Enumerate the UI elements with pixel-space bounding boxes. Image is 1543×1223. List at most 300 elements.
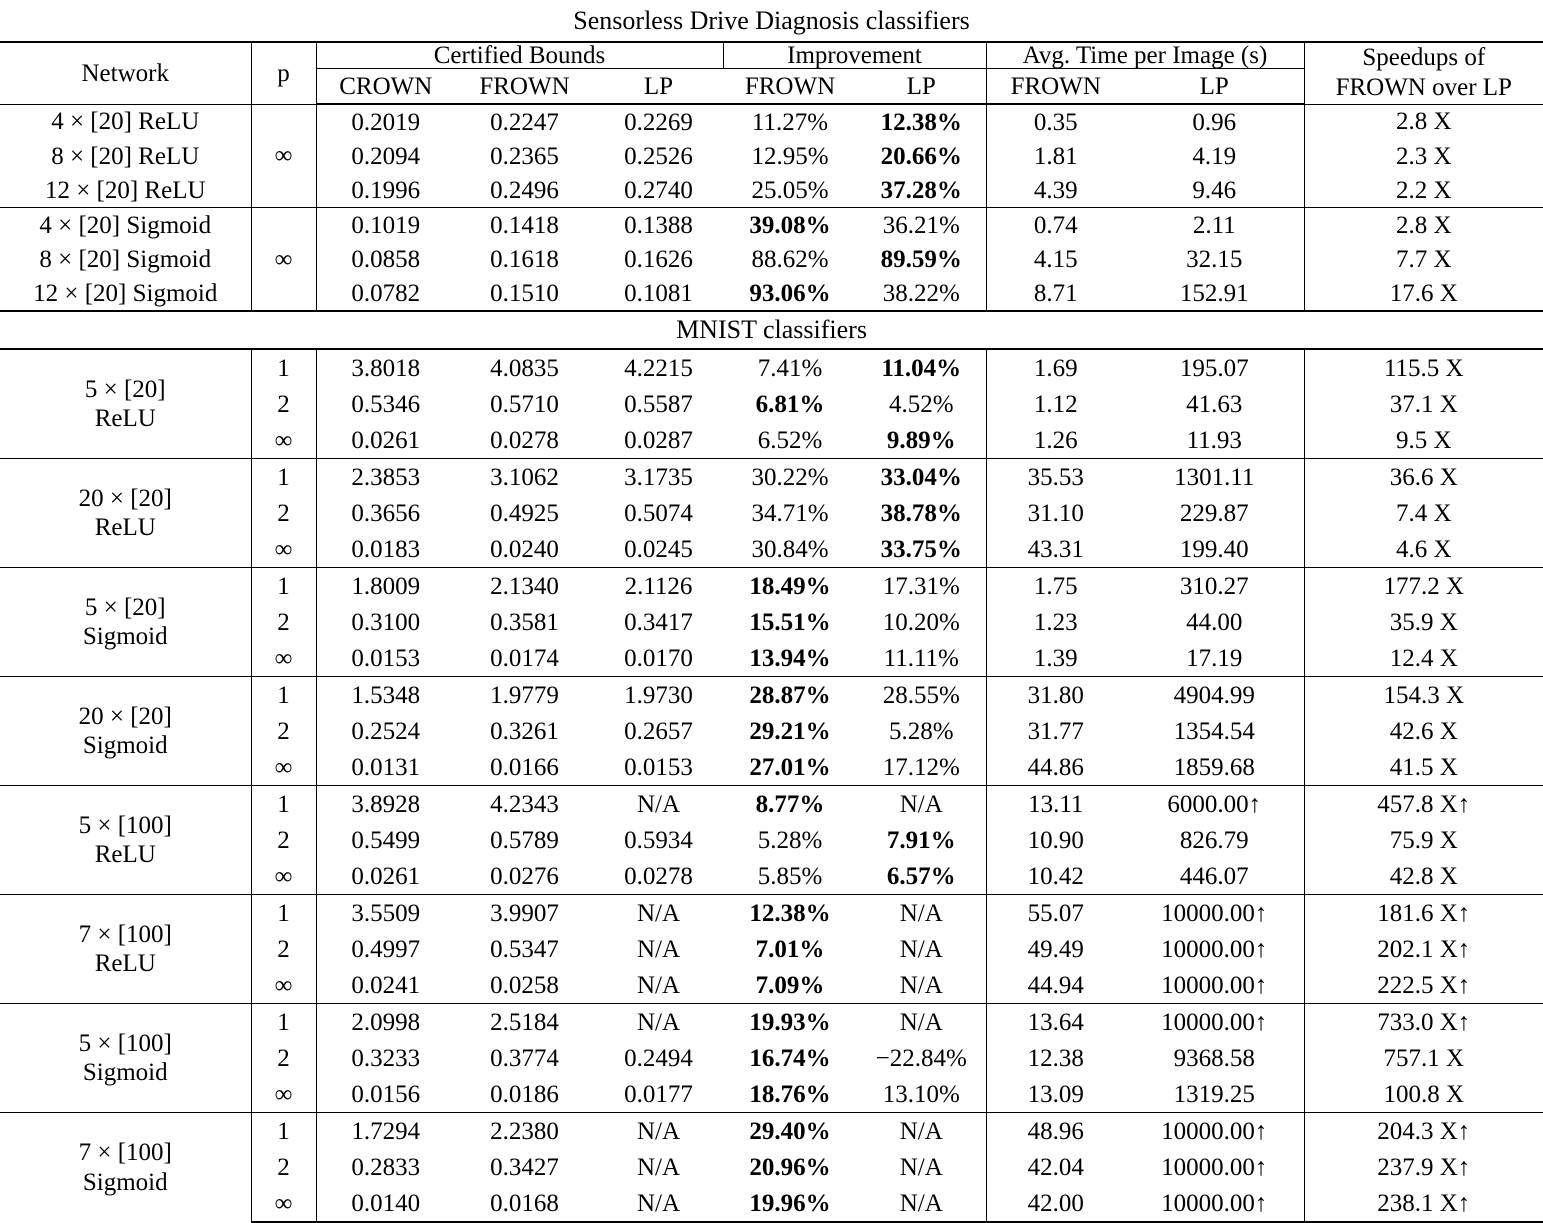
cell-imp-lp: 33.04% [857,459,986,496]
cell-speedup: 238.1 X↑ [1304,1185,1543,1222]
cell-crown: 0.3100 [316,604,455,640]
cell-lp: N/A [594,931,723,967]
cell-imp-lp: 36.21% [857,208,986,243]
cell-speedup: 17.6 X [1304,276,1543,311]
cell-p: 1 [251,568,316,605]
cell-network: 8 × [20] Sigmoid [0,242,251,276]
cell-p: ∞ [251,640,316,677]
cell-p: ∞ [251,531,316,568]
cell-frown: 0.0168 [455,1185,594,1222]
cell-speedup: 9.5 X [1304,422,1543,459]
cell-p: ∞ [251,422,316,459]
cell-frown: 0.4925 [455,495,594,531]
cell-network [0,1113,251,1223]
cell-speedup: 154.3 X [1304,677,1543,714]
cell-frown: 0.5789 [455,822,594,858]
cell-crown: 0.2524 [316,713,455,749]
cell-imp-lp: 17.31% [857,568,986,605]
network-line-2: Sigmoid [0,622,251,652]
cell-frown: 3.1062 [455,459,594,496]
network-line-1: 5 × [100] [0,1029,251,1059]
cell-imp-frown: 6.52% [723,422,857,459]
cell-time-lp: 9.46 [1125,173,1304,208]
cell-speedup: 204.3 X↑ [1304,1113,1543,1150]
cell-speedup: 237.9 X↑ [1304,1149,1543,1185]
cell-time-frown: 31.80 [986,677,1125,714]
header-imp-lp: LP [857,69,986,105]
cell-imp-lp: 28.55% [857,677,986,714]
cell-speedup: 115.5 X [1304,349,1543,386]
cell-network: 4 × [20] ReLU [0,104,251,139]
cell-lp: 3.1735 [594,459,723,496]
cell-frown: 0.5710 [455,386,594,422]
section-title-row [0,311,1543,349]
cell-lp: 0.0278 [594,858,723,895]
cell-imp-lp: 12.38% [857,104,986,139]
cell-imp-frown: 34.71% [723,495,857,531]
cell-speedup: 2.3 X [1304,139,1543,173]
cell-time-frown: 1.12 [986,386,1125,422]
cell-lp: 2.1126 [594,568,723,605]
cell-time-frown: 55.07 [986,895,1125,932]
cell-network [0,1004,251,1113]
table-row [0,173,1543,208]
cell-lp: 0.3417 [594,604,723,640]
cell-time-lp: 152.91 [1125,276,1304,311]
cell-frown: 0.1510 [455,276,594,311]
cell-imp-frown: 28.87% [723,677,857,714]
cell-lp: 0.5074 [594,495,723,531]
cell-time-frown: 13.64 [986,1004,1125,1041]
cell-crown: 0.0183 [316,531,455,568]
cell-speedup: 35.9 X [1304,604,1543,640]
header-imp-frown: FROWN [723,69,857,105]
cell-frown: 2.1340 [455,568,594,605]
cell-time-frown: 35.53 [986,459,1125,496]
cell-lp: 0.2526 [594,139,723,173]
cell-speedup: 36.6 X [1304,459,1543,496]
cell-lp: 0.2269 [594,104,723,139]
cell-time-lp: 4904.99 [1125,677,1304,714]
header-crown: CROWN [316,69,455,105]
network-line-1: 5 × [20] [0,593,251,623]
cell-p: 2 [251,604,316,640]
cell-crown: 0.0153 [316,640,455,677]
cell-time-frown: 13.09 [986,1076,1125,1113]
section-title-sensorless: Sensorless Drive Diagnosis classifiers [0,0,1543,42]
network-line-2: Sigmoid [0,731,251,761]
cell-imp-frown: 5.28% [723,822,857,858]
cell-time-frown: 31.10 [986,495,1125,531]
cell-imp-frown: 12.95% [723,139,857,173]
header-network: Network [0,42,251,104]
cell-imp-frown: 93.06% [723,276,857,311]
cell-speedup: 42.6 X [1304,713,1543,749]
cell-lp: 0.5934 [594,822,723,858]
cell-imp-lp: 11.04% [857,349,986,386]
cell-crown: 3.8928 [316,786,455,823]
cell-time-frown: 1.75 [986,568,1125,605]
cell-lp: N/A [594,1004,723,1041]
cell-time-frown: 10.90 [986,822,1125,858]
cell-frown: 0.0166 [455,749,594,786]
cell-imp-frown: 12.38% [723,895,857,932]
cell-crown: 0.0241 [316,967,455,1004]
cell-crown: 0.0858 [316,242,455,276]
cell-crown: 0.0261 [316,422,455,459]
cell-crown: 0.0156 [316,1076,455,1113]
cell-time-lp: 826.79 [1125,822,1304,858]
cell-p: 1 [251,349,316,386]
header-p: p [251,42,316,104]
cell-time-frown: 42.00 [986,1185,1125,1222]
cell-imp-lp: 37.28% [857,173,986,208]
cell-time-frown: 31.77 [986,713,1125,749]
cell-frown: 0.3581 [455,604,594,640]
cell-time-lp: 10000.00↑ [1125,967,1304,1004]
cell-lp: 0.5587 [594,386,723,422]
cell-frown: 0.0258 [455,967,594,1004]
cell-speedup: 37.1 X [1304,386,1543,422]
cell-imp-frown: 11.27% [723,104,857,139]
cell-speedup: 2.2 X [1304,173,1543,208]
cell-p: ∞ [251,749,316,786]
cell-frown: 0.2365 [455,139,594,173]
cell-time-frown: 1.26 [986,422,1125,459]
cell-time-lp: 41.63 [1125,386,1304,422]
cell-speedup: 222.5 X↑ [1304,967,1543,1004]
section-title-mnist: MNIST classifiers [0,311,1543,349]
section-title-row [0,0,1543,42]
header-time-frown: FROWN [986,69,1125,105]
cell-imp-lp: 89.59% [857,242,986,276]
cell-time-frown: 10.42 [986,858,1125,895]
cell-time-frown: 1.69 [986,349,1125,386]
header-time-lp: LP [1125,69,1304,105]
cell-crown: 0.2094 [316,139,455,173]
cell-imp-frown: 20.96% [723,1149,857,1185]
cell-time-lp: 0.96 [1125,104,1304,139]
cell-time-frown: 49.49 [986,931,1125,967]
cell-speedup: 757.1 X [1304,1040,1543,1076]
header-speedups-line1: Speedups of [1305,43,1543,73]
cell-imp-lp: 6.57% [857,858,986,895]
cell-crown: 0.0782 [316,276,455,311]
cell-time-lp: 2.11 [1125,208,1304,243]
cell-speedup: 733.0 X↑ [1304,1004,1543,1041]
cell-crown: 1.5348 [316,677,455,714]
cell-time-lp: 6000.00↑ [1125,786,1304,823]
cell-p: ∞ [251,1185,316,1222]
cell-time-frown: 48.96 [986,1113,1125,1150]
cell-frown: 0.3427 [455,1149,594,1185]
cell-p: ∞ [251,208,316,312]
cell-time-frown: 1.81 [986,139,1125,173]
network-line-1: 7 × [100] [0,920,251,950]
cell-crown: 0.3233 [316,1040,455,1076]
cell-imp-lp: 9.89% [857,422,986,459]
cell-time-frown: 12.38 [986,1040,1125,1076]
network-line-1: 5 × [100] [0,811,251,841]
table-row [0,677,1543,714]
cell-imp-frown: 7.09% [723,967,857,1004]
cell-imp-frown: 39.08% [723,208,857,243]
cell-frown: 4.2343 [455,786,594,823]
cell-crown: 0.2019 [316,104,455,139]
header-avg-time: Avg. Time per Image (s) [986,42,1304,69]
table-row [0,786,1543,823]
cell-time-lp: 229.87 [1125,495,1304,531]
header-lp: LP [594,69,723,105]
cell-imp-frown: 29.40% [723,1113,857,1150]
cell-crown: 2.0998 [316,1004,455,1041]
cell-frown: 0.3261 [455,713,594,749]
cell-speedup: 12.4 X [1304,640,1543,677]
network-line-2: ReLU [0,513,251,543]
cell-lp: N/A [594,1113,723,1150]
cell-imp-lp: 7.91% [857,822,986,858]
cell-speedup: 100.8 X [1304,1076,1543,1113]
cell-imp-lp: 10.20% [857,604,986,640]
header-frown: FROWN [455,69,594,105]
cell-speedup: 4.6 X [1304,531,1543,568]
cell-time-frown: 8.71 [986,276,1125,311]
network-line-1: 5 × [20] [0,375,251,405]
cell-speedup: 42.8 X [1304,858,1543,895]
cell-crown: 3.8018 [316,349,455,386]
cell-imp-frown: 7.41% [723,349,857,386]
cell-crown: 0.0131 [316,749,455,786]
cell-time-frown: 13.11 [986,786,1125,823]
cell-time-lp: 32.15 [1125,242,1304,276]
table-row [0,276,1543,311]
cell-imp-lp: N/A [857,1185,986,1222]
cell-p: 1 [251,1004,316,1041]
cell-time-lp: 11.93 [1125,422,1304,459]
cell-speedup: 202.1 X↑ [1304,931,1543,967]
cell-crown: 1.7294 [316,1113,455,1150]
cell-frown: 4.0835 [455,349,594,386]
cell-network [0,349,251,459]
cell-imp-lp: 38.22% [857,276,986,311]
network-line-2: Sigmoid [0,1058,251,1088]
cell-imp-lp: N/A [857,1149,986,1185]
cell-crown: 0.1996 [316,173,455,208]
header-row-top [0,42,1543,69]
cell-lp: 0.0177 [594,1076,723,1113]
cell-frown: 0.0278 [455,422,594,459]
network-line-1: 20 × [20] [0,702,251,732]
cell-imp-frown: 19.96% [723,1185,857,1222]
cell-time-lp: 1859.68 [1125,749,1304,786]
cell-network [0,677,251,786]
cell-crown: 2.3853 [316,459,455,496]
cell-imp-frown: 5.85% [723,858,857,895]
cell-speedup: 75.9 X [1304,822,1543,858]
cell-imp-frown: 30.84% [723,531,857,568]
cell-network: 8 × [20] ReLU [0,139,251,173]
cell-imp-lp: 4.52% [857,386,986,422]
network-line-2: ReLU [0,949,251,979]
table-row [0,568,1543,605]
network-line-2: ReLU [0,840,251,870]
cell-imp-lp: 13.10% [857,1076,986,1113]
cell-crown: 0.4997 [316,931,455,967]
cell-frown: 0.0276 [455,858,594,895]
cell-imp-frown: 18.49% [723,568,857,605]
cell-p: 1 [251,1113,316,1150]
cell-lp: 0.0245 [594,531,723,568]
cell-p: 2 [251,713,316,749]
cell-frown: 0.0174 [455,640,594,677]
cell-imp-frown: 16.74% [723,1040,857,1076]
cell-time-lp: 446.07 [1125,858,1304,895]
cell-lp: 0.2494 [594,1040,723,1076]
cell-p: ∞ [251,967,316,1004]
cell-p: 2 [251,495,316,531]
header-improvement: Improvement [723,42,986,69]
cell-frown: 0.2247 [455,104,594,139]
cell-time-frown: 0.35 [986,104,1125,139]
cell-frown: 0.3774 [455,1040,594,1076]
cell-imp-frown: 19.93% [723,1004,857,1041]
cell-time-frown: 1.39 [986,640,1125,677]
cell-network: 12 × [20] ReLU [0,173,251,208]
cell-imp-lp: 5.28% [857,713,986,749]
cell-imp-frown: 30.22% [723,459,857,496]
cell-speedup: 181.6 X↑ [1304,895,1543,932]
cell-time-frown: 44.94 [986,967,1125,1004]
cell-speedup: 7.4 X [1304,495,1543,531]
cell-time-frown: 44.86 [986,749,1125,786]
cell-time-frown: 4.39 [986,173,1125,208]
cell-network: 12 × [20] Sigmoid [0,276,251,311]
cell-time-frown: 43.31 [986,531,1125,568]
cell-time-lp: 310.27 [1125,568,1304,605]
cell-p: 1 [251,459,316,496]
cell-speedup: 41.5 X [1304,749,1543,786]
cell-crown: 0.2833 [316,1149,455,1185]
cell-lp: N/A [594,786,723,823]
cell-lp: 0.0287 [594,422,723,459]
cell-frown: 1.9779 [455,677,594,714]
table-row [0,208,1543,243]
cell-p: ∞ [251,858,316,895]
cell-frown: 0.2496 [455,173,594,208]
table-row [0,104,1543,139]
table-row [0,895,1543,932]
cell-crown: 0.0261 [316,858,455,895]
cell-time-lp: 10000.00↑ [1125,931,1304,967]
cell-p: 1 [251,786,316,823]
cell-speedup: 2.8 X [1304,208,1543,243]
cell-lp: 0.0153 [594,749,723,786]
cell-imp-frown: 15.51% [723,604,857,640]
cell-lp: 0.1388 [594,208,723,243]
cell-network [0,568,251,677]
cell-time-frown: 42.04 [986,1149,1125,1185]
cell-p: ∞ [251,104,316,208]
cell-p: ∞ [251,1076,316,1113]
cell-crown: 1.8009 [316,568,455,605]
table-row [0,459,1543,496]
cell-frown: 0.0186 [455,1076,594,1113]
cell-frown: 0.0240 [455,531,594,568]
table-row [0,349,1543,386]
cell-lp: 1.9730 [594,677,723,714]
cell-time-lp: 10000.00↑ [1125,1149,1304,1185]
cell-imp-lp: 11.11% [857,640,986,677]
cell-time-lp: 1319.25 [1125,1076,1304,1113]
cell-speedup: 2.8 X [1304,104,1543,139]
cell-crown: 0.5346 [316,386,455,422]
cell-crown: 0.3656 [316,495,455,531]
cell-time-lp: 1354.54 [1125,713,1304,749]
header-certified-bounds: Certified Bounds [316,42,723,69]
cell-lp: 0.2657 [594,713,723,749]
cell-lp: 4.2215 [594,349,723,386]
cell-imp-frown: 18.76% [723,1076,857,1113]
cell-network [0,895,251,1004]
cell-lp: N/A [594,1149,723,1185]
cell-time-lp: 10000.00↑ [1125,1185,1304,1222]
cell-network [0,786,251,895]
cell-speedup: 177.2 X [1304,568,1543,605]
header-speedups-line2: FROWN over LP [1305,73,1543,103]
cell-time-lp: 199.40 [1125,531,1304,568]
cell-frown: 0.1418 [455,208,594,243]
cell-imp-frown: 27.01% [723,749,857,786]
cell-time-frown: 0.74 [986,208,1125,243]
cell-imp-frown: 7.01% [723,931,857,967]
cell-frown: 2.2380 [455,1113,594,1150]
cell-p: 2 [251,931,316,967]
cell-p: 1 [251,895,316,932]
cell-time-lp: 10000.00↑ [1125,1004,1304,1041]
cell-lp: 0.2740 [594,173,723,208]
cell-imp-lp: 38.78% [857,495,986,531]
network-line-2: Sigmoid [0,1168,251,1198]
cell-imp-lp: 33.75% [857,531,986,568]
cell-lp: 0.0170 [594,640,723,677]
cell-crown: 0.5499 [316,822,455,858]
cell-imp-lp: N/A [857,931,986,967]
cell-imp-lp: N/A [857,1113,986,1150]
cell-lp: N/A [594,1185,723,1222]
cell-time-frown: 1.23 [986,604,1125,640]
cell-imp-frown: 25.05% [723,173,857,208]
cell-p: 2 [251,822,316,858]
cell-imp-frown: 6.81% [723,386,857,422]
table-row [0,1004,1543,1041]
cell-lp: N/A [594,895,723,932]
cell-crown: 3.5509 [316,895,455,932]
cell-imp-lp: −22.84% [857,1040,986,1076]
cell-lp: N/A [594,967,723,1004]
cell-p: 1 [251,677,316,714]
table-row [0,1113,1543,1150]
header-speedups [1304,42,1543,104]
cell-imp-lp: 17.12% [857,749,986,786]
table-row [0,139,1543,173]
network-line-2: ReLU [0,404,251,434]
cell-time-lp: 10000.00↑ [1125,895,1304,932]
cell-frown: 0.1618 [455,242,594,276]
cell-imp-lp: 20.66% [857,139,986,173]
table-row [0,242,1543,276]
cell-imp-frown: 8.77% [723,786,857,823]
cell-crown: 0.0140 [316,1185,455,1222]
